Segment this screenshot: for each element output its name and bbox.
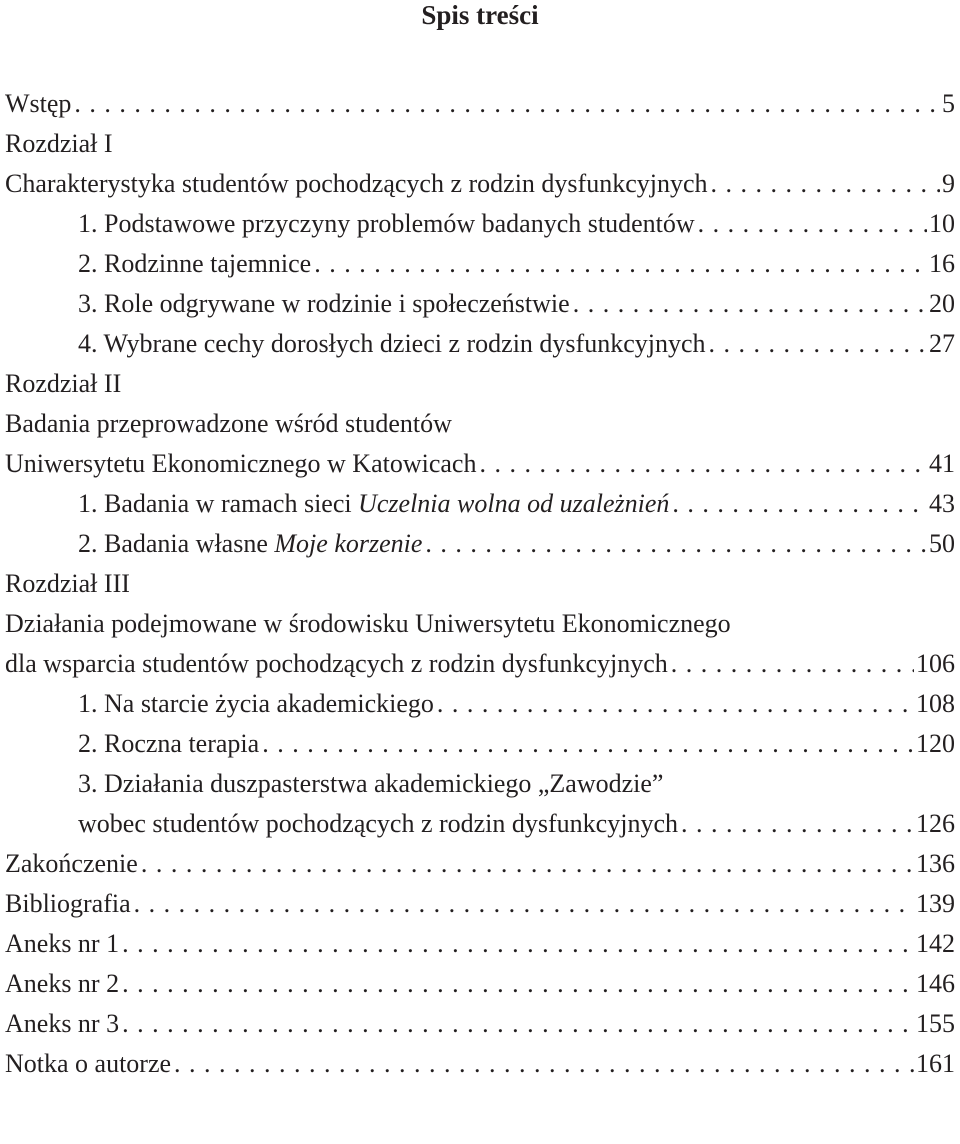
dot-leader: [259, 724, 914, 764]
toc-entry-text: 2. Roczna terapia: [78, 729, 260, 758]
toc-chapter-heading: [5, 124, 955, 164]
toc-entry-text: Aneks nr 3: [5, 1009, 120, 1038]
toc-page-number: 161: [916, 1049, 955, 1078]
toc-page-number: 43: [929, 489, 955, 518]
toc-entry-zakonczenie[interactable]: [5, 844, 955, 884]
toc-entry-text: Aneks nr 1: [5, 929, 120, 958]
toc-entry-italic: Moje korzenie: [274, 529, 423, 558]
toc-entry-text: 3. Role odgrywane w rodzinie i społeczeństwie: [78, 289, 570, 318]
toc-entry-text: 1. Badania w ramach sieci Uczelnia wolna od uzależnień: [78, 489, 670, 518]
toc-entry-text: Działania podejmowane w środowisku Uniwersytetu Ekonomicznego: [5, 609, 731, 638]
dot-leader: [708, 164, 940, 204]
toc-entry-text: Bibliografia: [5, 889, 131, 918]
dot-leader: [476, 444, 927, 484]
toc-entry-chapter-1-title[interactable]: [5, 164, 955, 204]
toc-entry-text: Wstęp: [5, 89, 72, 118]
toc-page-number: 155: [916, 1009, 955, 1038]
toc-entry-text: Aneks nr 2: [5, 969, 120, 998]
toc-subentry[interactable]: [5, 684, 955, 724]
dot-leader: [119, 1004, 914, 1044]
dot-leader: [131, 884, 914, 924]
toc-page-number: 5: [942, 89, 955, 118]
dot-leader: [668, 644, 914, 684]
toc-entry-text: Uniwersytetu Ekonomicznego w Katowicach: [5, 449, 477, 478]
toc-subentry-title-line: [5, 764, 955, 804]
toc-entry-text: 2. Badania własne Moje korzenie: [78, 529, 423, 558]
toc-entry-notka-o-autorze[interactable]: [5, 1044, 955, 1084]
dot-leader: [119, 924, 914, 964]
toc-page-number: 108: [916, 689, 955, 718]
toc-chapter-heading: [5, 564, 955, 604]
toc-entry-text: Charakterystyka studentów pochodzących z rodzin dysfunkcyjnych: [5, 169, 708, 198]
toc-chapter-title-line: [5, 604, 955, 644]
toc-entry-aneks-2[interactable]: [5, 964, 955, 1004]
toc-entry-text: Rozdział I: [5, 129, 113, 158]
toc-page-number: 142: [916, 929, 955, 958]
toc-entry-text: 2. Rodzinne tajemnice: [78, 249, 312, 278]
dot-leader: [669, 484, 927, 524]
toc-page-number: 10: [929, 209, 955, 238]
dot-leader: [422, 524, 927, 564]
toc-entry-text: Rozdział II: [5, 369, 122, 398]
dot-leader: [678, 804, 914, 844]
table-of-contents: [5, 84, 955, 1084]
toc-page-number: 41: [929, 449, 955, 478]
toc-subentry[interactable]: [5, 724, 955, 764]
toc-entry-text: Notka o autorze: [5, 1049, 172, 1078]
toc-page-number: 139: [916, 889, 955, 918]
toc-subentry[interactable]: [5, 324, 955, 364]
toc-subentry[interactable]: [5, 804, 955, 844]
toc-entry-wstep[interactable]: [5, 84, 955, 124]
dot-leader: [171, 1044, 914, 1084]
toc-subentry[interactable]: [5, 204, 955, 244]
toc-entry-italic: Uczelnia wolna od uzależnień: [358, 489, 670, 518]
toc-chapter-heading: [5, 364, 955, 404]
toc-entry-bibliografia[interactable]: [5, 884, 955, 924]
dot-leader: [706, 324, 927, 364]
toc-page-number: 9: [942, 169, 955, 198]
toc-subentry[interactable]: [5, 524, 955, 564]
toc-entry-chapter-3-title[interactable]: [5, 644, 955, 684]
toc-entry-text: wobec studentów pochodzących z rodzin dysfunkcyjnych: [78, 809, 678, 838]
toc-entry-text: Rozdział III: [5, 569, 130, 598]
toc-page-number: 20: [929, 289, 955, 318]
dot-leader: [311, 244, 927, 284]
toc-page-number: 27: [929, 329, 955, 358]
dot-leader: [71, 84, 940, 124]
toc-subentry[interactable]: [5, 284, 955, 324]
toc-entry-text: Zakończenie: [5, 849, 138, 878]
toc-entry-chapter-2-title[interactable]: [5, 444, 955, 484]
toc-page-number: 120: [916, 729, 955, 758]
toc-entry-aneks-3[interactable]: [5, 1004, 955, 1044]
toc-subentry[interactable]: [5, 484, 955, 524]
toc-page-number: 146: [916, 969, 955, 998]
toc-page-number: 50: [929, 529, 955, 558]
toc-entry-text: 3. Działania duszpasterstwa akademickiego „Zawodzie”: [78, 769, 664, 798]
dot-leader: [695, 204, 927, 244]
dot-leader: [434, 684, 914, 724]
toc-page-number: 106: [916, 649, 955, 678]
dot-leader: [119, 964, 914, 1004]
toc-entry-text: 1. Na starcie życia akademickiego: [78, 689, 434, 718]
toc-entry-text: 4. Wybrane cechy dorosłych dzieci z rodzin dysfunkcyjnych: [78, 329, 706, 358]
toc-chapter-title-line: [5, 404, 955, 444]
toc-entry-aneks-1[interactable]: [5, 924, 955, 964]
toc-subentry[interactable]: [5, 244, 955, 284]
toc-entry-text: dla wsparcia studentów pochodzących z rodzin dysfunkcyjnych: [5, 649, 668, 678]
dot-leader: [570, 284, 927, 324]
page-title: Spis treści: [421, 0, 539, 30]
toc-page-number: 126: [916, 809, 955, 838]
toc-entry-text: 1. Podstawowe przyczyny problemów badanych studentów: [78, 209, 695, 238]
dot-leader: [138, 844, 914, 884]
toc-entry-text: Badania przeprowadzone wśród studentów: [5, 409, 452, 438]
toc-page-number: 16: [929, 249, 955, 278]
toc-page-number: 136: [916, 849, 955, 878]
